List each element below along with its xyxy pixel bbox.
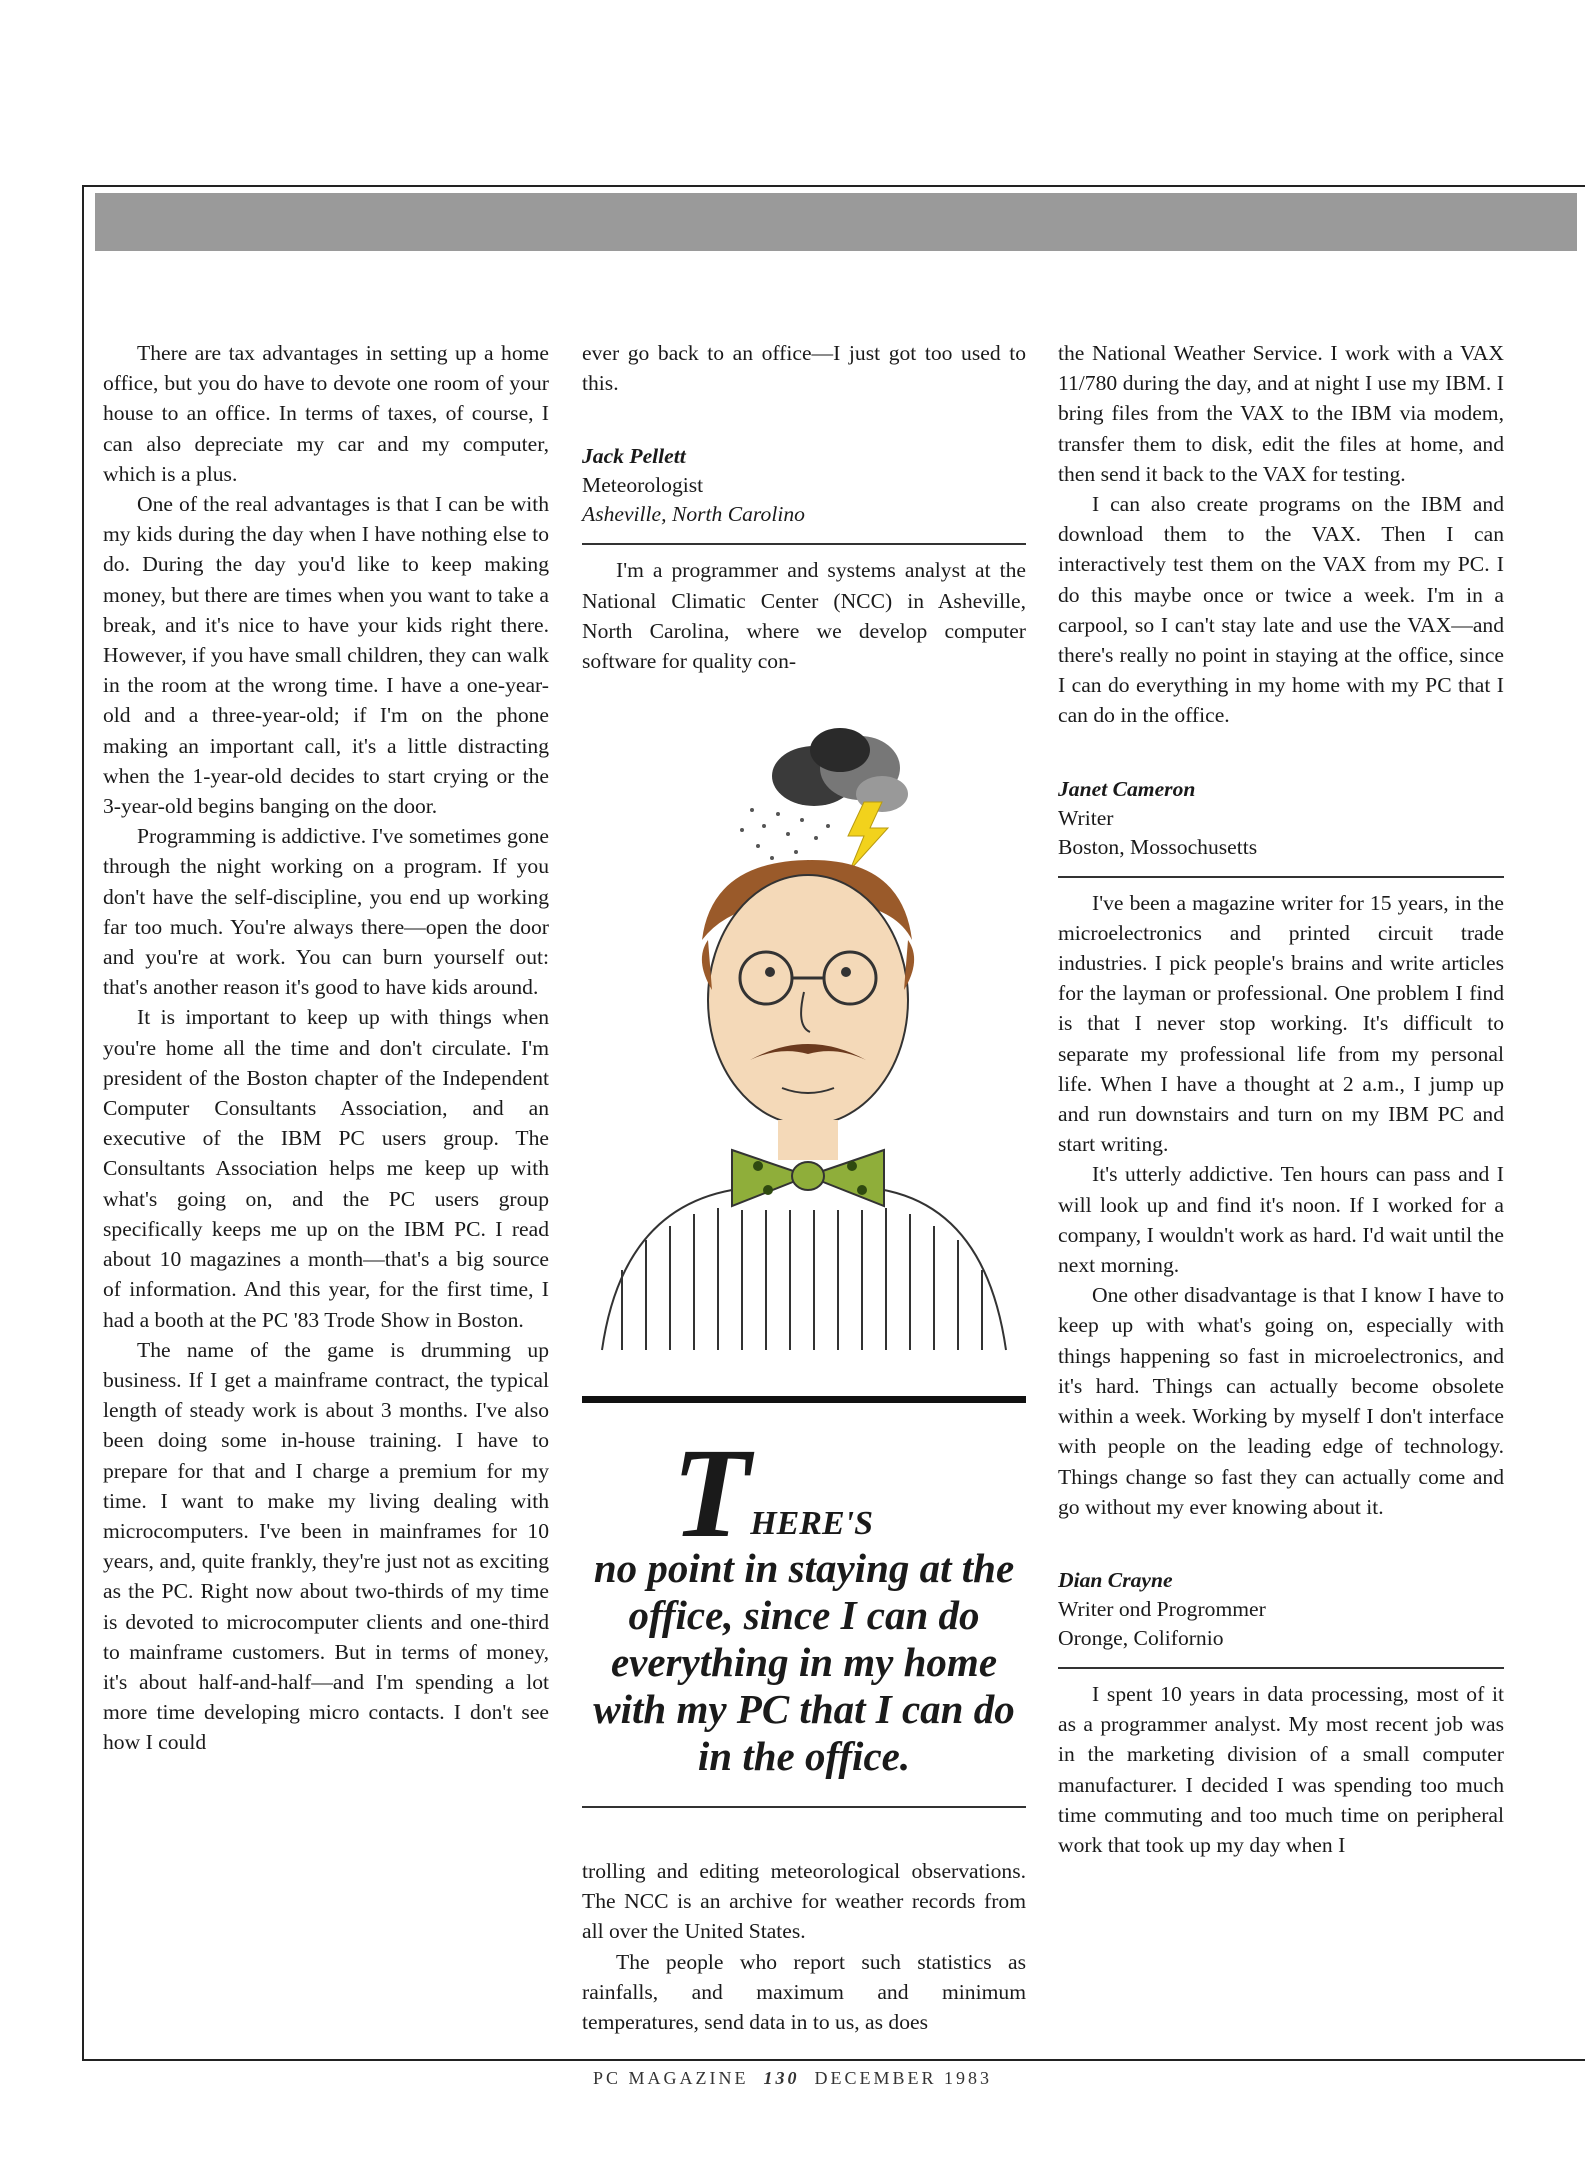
column-2-bottom	[582, 1856, 1026, 2037]
issue-date: DECEMBER 1983	[814, 2068, 993, 2088]
paragraph: There are tax advantages in setting up a home office, but you do have to devote one room of your house to an office. In terms of taxes, of course, I can also depreciate my car and my computer, which is a plus.	[103, 341, 549, 486]
pull-quote	[582, 1396, 1026, 1808]
paragraph-continuation: ever go back to an office—I just got too used to this.	[582, 341, 1026, 396]
byline-place: Oronge, Colifornio	[1058, 1625, 1224, 1650]
paragraph: The name of the game is drumming up business. If I get a mainframe contract, the typical length of steady work is about 3 months. I've also been doing some in-house training. I have to prepare for that and I charge a premium for my time. I want to make my living dealing with microcomputers. I've been in mainframes for 10 years, and, quite frankly, they're just not as exciting as the PC. Right now about two-thirds of my time is devoted to microcomputer clients and one-third to mainframe customers. But in terms of money, it's about half-and-half—and I'm spending a lot more time developing micro contacts. I don't see how I could	[103, 1337, 549, 1755]
pull-quote-heading	[672, 1422, 1026, 1564]
pull-quote-body: no point in staying at the office, since I can do everything in my home with my PC that I can do in the office.	[593, 1545, 1015, 1779]
header-banner	[95, 193, 1577, 251]
divider	[1058, 1667, 1504, 1669]
paragraph: The people who report such statistics as rainfalls, and maximum and minimum temperatures, send data in to us, as does	[582, 1949, 1026, 2035]
byline-dian-crayne	[1058, 1566, 1504, 1653]
page-footer	[0, 2068, 1585, 2089]
paragraph: I can also create programs on the IBM and download them to the VAX. Then I can interactively test them on the VAX from my PC. I do this maybe once or twice a week. I'm in a carpool, so I can't stay late and use the VAX—and there's really no point in staying at the office, since I can do everything in my home with my PC that I can do in the office.	[1058, 492, 1504, 728]
paragraph: One other disadvantage is that I know I have to keep up with what's going on, especially with things happening so fast in microelectronics, and it's hard. Things can actually become obsolete within a week. Working by myself I don't interface with people on the leading edge of technology. Things change so fast they can actually come and go without my ever knowing about it.	[1058, 1283, 1504, 1519]
face	[708, 875, 908, 1125]
paragraph: I spent 10 years in data processing, most of it as a programmer analyst. My most recent job was in the marketing division of a small computer manufacturer. I decided I was spending too much time commuting and too much time on peripheral work that took up my day when I	[1058, 1681, 1504, 1857]
drop-cap: T	[672, 1422, 751, 1564]
byline-name: Dian Crayne	[1058, 1567, 1173, 1592]
paragraph: trolling and editing meteorological observations. The NCC is an archive for weather records from all over the United States.	[582, 1859, 1026, 1944]
striped-shirt	[602, 1190, 1006, 1350]
rain-drops	[740, 808, 830, 864]
lightning-bolt-icon	[848, 802, 888, 870]
column-1	[103, 338, 549, 2048]
pull-quote-head: HERE'S	[750, 1505, 874, 1542]
page-number: 130	[763, 2068, 800, 2088]
magazine-name: PC MAGAZINE	[592, 2068, 749, 2088]
paragraph: It's utterly addictive. Ten hours can pass and I will look up and find it's noon. If I worked for a company, I wouldn't work as hard. I'd wait until the next morning.	[1058, 1162, 1504, 1278]
byline-place: Asheville, North Carolino	[582, 502, 805, 527]
byline-janet-cameron	[1058, 775, 1504, 862]
paragraph: I've been a magazine writer for 15 years, in the microelectronics and printed circuit trade industries. I pick people's brains and write articles for the layman or professional. One problem I find is that I never stop working. It's difficult to separate my professional life from my personal life. When I have a thought at 2 a.m., I jump up and run downstairs and turn on my IBM PC and start writing.	[1058, 890, 1504, 1157]
byline-role: Meteorologist	[582, 473, 704, 498]
cartoon-illustration	[582, 710, 1026, 1370]
byline-role: Writer	[1058, 805, 1114, 830]
byline-name: Janet Cameron	[1058, 776, 1196, 801]
byline-name: Jack Pellett	[582, 444, 686, 469]
column-2	[582, 338, 1026, 676]
paragraph: Programming is addictive. I've sometimes gone through the night working on a program. If you don't have the self-discipline, you end up working far too much. You're always there—open the door and you're at work. You can burn yourself out: that's another reason it's good to have kids around.	[103, 824, 549, 1000]
byline-jack-pellett	[582, 442, 1026, 529]
byline-role: Writer ond Progrommer	[1058, 1596, 1266, 1621]
paragraph: the National Weather Service. I work with a VAX 11/780 during the day, and at night I use my IBM. I bring files from the VAX to the IBM via modem, transfer them to disk, edit the files at home, and then send it back to the VAX for testing.	[1058, 341, 1504, 486]
divider	[1058, 876, 1504, 878]
paragraph: I'm a programmer and systems analyst at the National Climatic Center (NCC) in Asheville, North Carolina, where we develop computer software for quality con-	[582, 558, 1026, 674]
paragraph: It is important to keep up with things when you're home all the time and don't circulate. I'm president of the Boston chapter of the Independent Computer Consultants Association, and an executive of the IBM PC users group. The Consultants Association helps me keep up with what's going on, and the PC users group specifically keeps me up on the IBM PC. I read about 10 magazines a month—that's a big source of information. And this year, for the first time, I had a booth at the PC '83 Trode Show in Boston.	[103, 1005, 549, 1332]
storm-cloud-icon	[772, 728, 908, 812]
byline-place: Boston, Mossochusetts	[1058, 834, 1258, 859]
paragraph: One of the real advantages is that I can be with my kids during the day when I have nothing else to do. During the day you'd like to keep making money, but there are times when you want to take a break, and it's nice to have your kids right there. However, if you have small children, they can walk in the room at the wrong time. I have a one-year-old and a three-year-old; if I'm on the phone making an important call, it's a little distracting when the 1-year-old decides to start crying or the 3-year-old begins banging on the door.	[103, 492, 549, 819]
column-3	[1058, 338, 1504, 1860]
divider	[582, 543, 1026, 545]
